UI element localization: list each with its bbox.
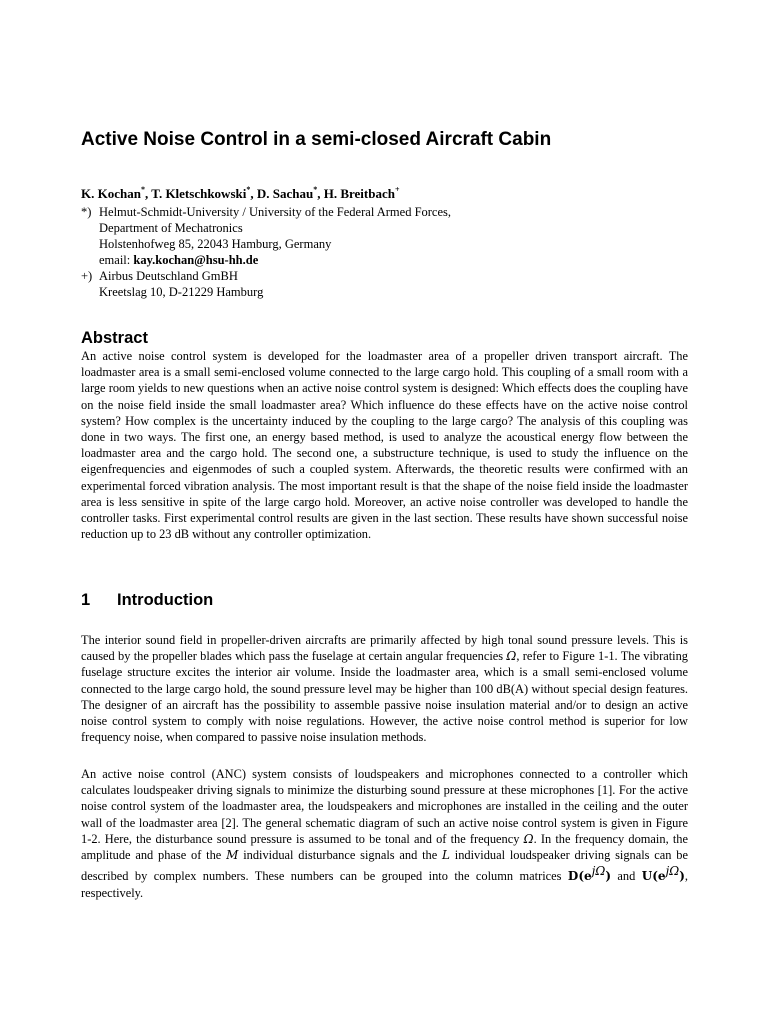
matrix-u: U(e xyxy=(641,869,666,884)
intro-paragraph-1 xyxy=(81,632,688,745)
matrix-close: ) xyxy=(679,869,685,884)
paper-title: Active Noise Control in a semi-closed Aircraft Cabin xyxy=(81,129,552,150)
math-variable-l: L xyxy=(442,848,450,863)
exponent: jΩ xyxy=(665,864,680,879)
abstract-text: An active noise control system is developed for the loadmaster area of a propeller driven transport aircraft. The loadmaster area is a small semi-enclosed volume connected to the large cargo hold. This coupling of a small room with a large room yields to new questions when an active noise control system is designed: Which effects does the coupling have on the noise field inside the small loadmaster area? Which influence do these effects have on the active noise control system? How complex is the uncertainty induced by the coupling to the large cargo? The analysis of this coupling was done in two ways. The first one, an energy based method, is used to analyze the acoustical energy flow between the loadmaster area and the cargo hold. The second one, a substructure technique, is used to study the influence on the eigenfrequencies and eigenmodes of such a coupled system. Afterwards, the theoretic results were confirmed with an experimental forced vibration analysis. The most important result is that the shape of the noise field inside the loadmaster area is less sensitive in spite of the large cargo hold. Moreover, an active noise controller was developed to handle the controller tasks. First experimental control results are given in the last section. These results have shown successful noise reduction up to 23 dB without any controller optimization. xyxy=(81,349,688,542)
paragraph-text: The interior sound field in propeller-driven aircrafts are primarily affected by high tonal sound pressure levels. This is caused by the propeller blades which pass the fuselage at certain angular frequencies xyxy=(81,633,688,664)
author-name: H. Breitbach xyxy=(323,186,395,201)
section-number: 1 xyxy=(81,591,91,609)
author-list: K. Kochan*, T. Kletschkowski*, D. Sachau*, H. Breitbach+ xyxy=(81,185,400,201)
affiliation-address: Holstenhofweg 85, 22043 Hamburg, Germany xyxy=(99,237,332,251)
affiliation-department: Department of Mechatronics xyxy=(99,221,243,235)
affiliation-line xyxy=(81,204,721,220)
email-label: email: xyxy=(99,253,134,267)
paragraph-text: individual disturbance signals and the xyxy=(238,848,443,863)
author-mark: * xyxy=(313,185,318,194)
author-mark: * xyxy=(246,185,251,194)
affiliation-email-line xyxy=(81,252,721,268)
affiliations xyxy=(81,204,721,300)
exponent: jΩ xyxy=(591,864,606,879)
author-mark: + xyxy=(394,185,400,194)
paragraph-text: , refer to Figure 1-1. The vibrating fuselage structure excites the interior air volume. Inside the loadmaster area, which is a small semi-enclosed volume connected to the large cargo hold, the sound pressure level may be higher than 100 dB(A) without special design features. The designer of an aircraft has the possibility to assemble passive noise insulation material and/or to design an active noise control system to comply with noise regulations. However, the active noise control method is superior for low frequency noise, when compared to passive noise insulation methods. xyxy=(81,649,688,745)
intro-paragraph-2 xyxy=(81,766,688,901)
affiliation-address: Kreetslag 10, D-21229 Hamburg xyxy=(99,285,264,299)
author-name: T. Kletschkowski xyxy=(151,186,247,201)
paragraph-text: . In the frequency domain, the amplitude and phase of the xyxy=(81,831,688,863)
omega-symbol: Ω xyxy=(523,831,534,846)
omega-symbol: Ω xyxy=(506,649,517,664)
section-heading-introduction xyxy=(81,590,213,610)
paragraph-text: individual loudspeaker driving signals can be described by complex numbers. These numbers can be grouped into the column matrices xyxy=(81,848,688,884)
math-variable-m: M xyxy=(226,848,239,863)
affiliation-text: Airbus Deutschland GmBH xyxy=(99,269,238,283)
paragraph-text: An active noise control (ANC) system consists of loudspeakers and microphones connected to a controller which calculates loudspeaker driving signals to minimize the disturbing sound pressure at these microphones [1]. For the active noise control system of the loadmaster area, the loudspeakers and microphones are installed in the ceiling and the outer wall of the loadmaster area [2]. The general schematic diagram of such an active noise control system is given in Figure 1-2. Here, the disturbance sound pressure is assumed to be tonal and of the frequency xyxy=(81,767,688,846)
affiliation-text: Helmut-Schmidt-University / University of the Federal Armed Forces, xyxy=(99,205,452,219)
section-title: Introduction xyxy=(117,591,214,609)
affiliation-mark: *) xyxy=(81,205,92,219)
abstract-heading: Abstract xyxy=(81,329,148,347)
email-address[interactable]: kay.kochan@hsu-hh.de xyxy=(133,253,259,267)
affiliation-line xyxy=(81,268,721,284)
paragraph-text: and xyxy=(611,869,642,884)
author-name: K. Kochan xyxy=(81,186,141,201)
matrix-d: D(e xyxy=(567,869,592,884)
author-mark: * xyxy=(140,185,145,194)
matrix-close: ) xyxy=(605,869,611,884)
paragraph-text: , respectively. xyxy=(81,869,688,900)
affiliation-mark: +) xyxy=(81,269,93,283)
author-name: D. Sachau xyxy=(256,186,314,201)
